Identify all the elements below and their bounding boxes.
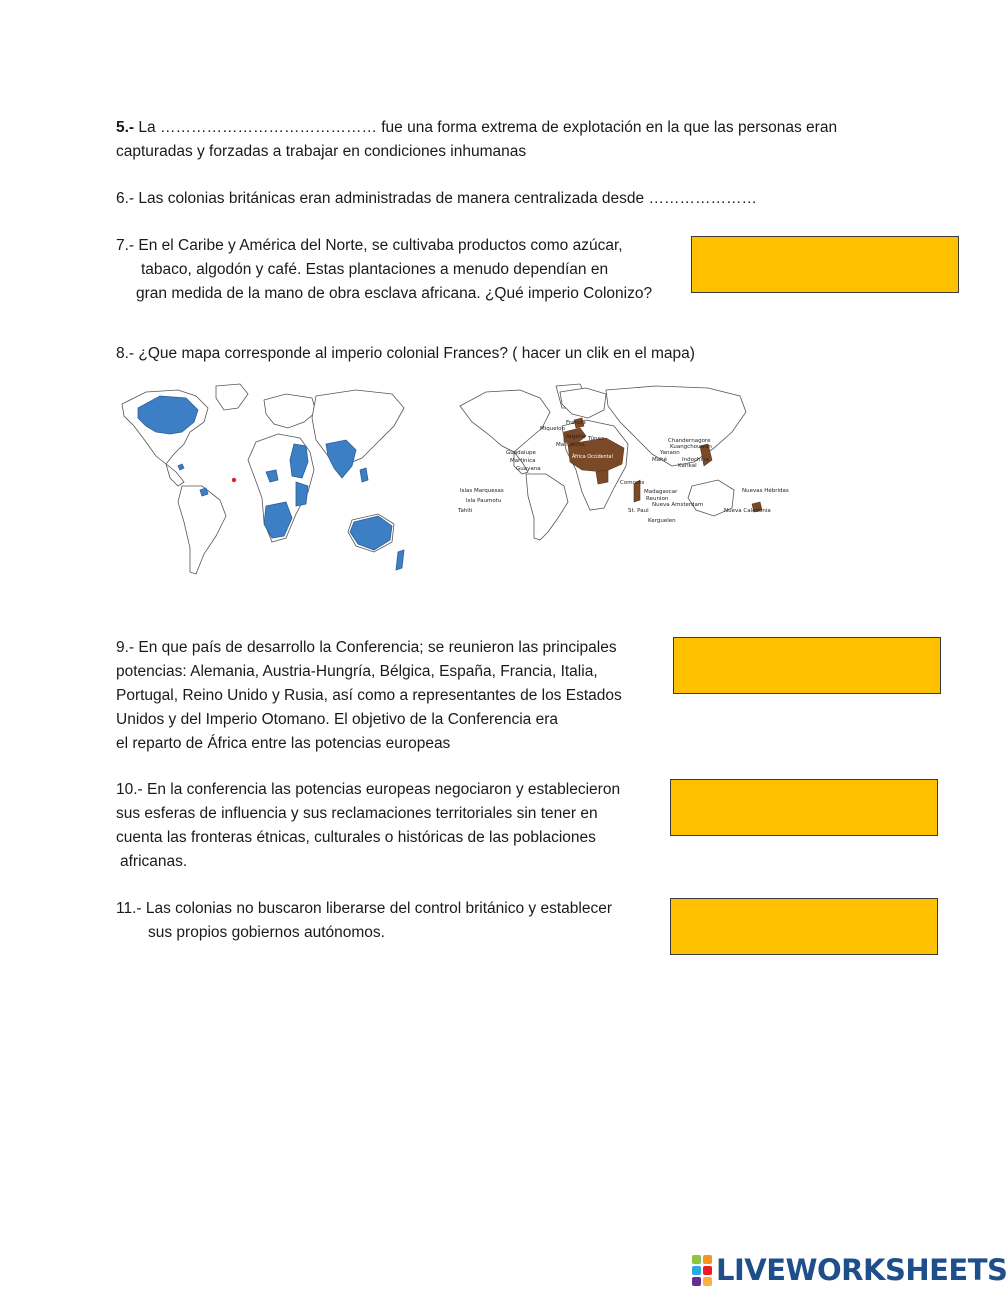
logo-text: LIVEWORKSHEETS <box>716 1253 1007 1287</box>
label-kerguelen: Kerguelen <box>648 518 676 524</box>
q11-line-2: sus propios gobiernos autónomos. <box>148 924 385 941</box>
label-argelia: Argelia <box>566 434 586 440</box>
label-st-paul: St. Paul <box>628 508 649 514</box>
label-guayana: Guayana <box>516 466 541 472</box>
q7-line-3: gran medida de la mano de obra esclava africana. ¿Qué imperio Colonizo? <box>136 285 653 302</box>
label-nuevas-hebridas: Nuevas Hébridas <box>742 488 789 494</box>
french-empire-map[interactable] <box>456 382 789 542</box>
label-marruecos: Marruecos <box>556 442 585 448</box>
logo-block-l <box>692 1255 701 1264</box>
q7-answer-input[interactable] <box>691 236 959 293</box>
logo-block-i <box>703 1255 712 1264</box>
label-indochina: Indochina <box>682 457 709 463</box>
label-reunion: Reunion <box>646 496 669 502</box>
label-miquelon: Miquelon <box>540 426 566 432</box>
label-kuangchouwan: Kuangchouwan <box>670 444 712 450</box>
label-isla-paumotu: Isla Paumotu <box>466 498 502 504</box>
liveworksheets-logo <box>692 1254 1007 1286</box>
label-nueva-amsterdam: Nueva Amsterdam <box>652 502 704 508</box>
q10-line-4: africanas. <box>120 853 188 870</box>
logo-block-v <box>692 1266 701 1275</box>
q9-line-4: Unidos y del Imperio Otomano. El objetivo de la Conferencia era <box>116 711 558 728</box>
q5-text: La …………………………………… fue una forma extrema de explotación en la que las personas eran <box>134 119 838 136</box>
label-comores: Comores <box>620 480 645 486</box>
label-guadalupe: Guadalupe <box>506 450 536 456</box>
british-empire-map[interactable] <box>116 382 406 582</box>
q10-line-2: sus esferas de influencia y sus reclamaciones territoriales sin tener en <box>116 805 598 822</box>
q11-line-1: 11.- Las colonias no buscaron liberarse del control británico y establecer <box>116 900 612 917</box>
q9-line-3: Portugal, Reino Unido y Rusia, así como a representantes de los Estados <box>116 687 622 704</box>
q5-line-1 <box>116 118 837 138</box>
q8-line-1: 8.- ¿Que mapa corresponde al imperio colonial Frances? ( hacer un clik en el mapa) <box>116 345 695 362</box>
q11-answer-input[interactable] <box>670 898 938 955</box>
q10-answer-input[interactable] <box>670 779 938 836</box>
label-chandernagore: Chandernagore <box>668 438 711 444</box>
label-yanaon: Yanaon <box>660 450 680 456</box>
logo-blocks-icon <box>692 1255 712 1286</box>
q9-line-1: 9.- En que país de desarrollo la Conferencia; se reunieron las principales <box>116 639 617 656</box>
q6-line-1: 6.- Las colonias británicas eran administradas de manera centralizada desde ………………… <box>116 190 757 207</box>
q9-line-5: el reparto de África entre las potencias europeas <box>116 735 451 752</box>
label-madagascar: Madagascar <box>644 489 678 495</box>
q7-line-2: tabaco, algodón y café. Estas plantaciones a menudo dependían en <box>141 261 609 278</box>
q7-line-1: 7.- En el Caribe y América del Norte, se cultivaba productos como azúcar, <box>116 237 623 254</box>
label-tunez: Túnez <box>588 436 604 442</box>
q5-line-2: capturadas y forzadas a trabajar en condiciones inhumanas <box>116 143 527 160</box>
q9-line-2: potencias: Alemania, Austria-Hungría, Bélgica, España, Francia, Italia, <box>116 663 598 680</box>
q10-line-3: cuenta las fronteras étnicas, culturales o históricas de las poblaciones <box>116 829 596 846</box>
q5-number: 5.- <box>116 119 135 136</box>
label-karikal: Karikal <box>678 463 697 469</box>
label-nueva-caledonia: Nueva Caledonia <box>724 508 771 514</box>
label-islas-marquesas: Islas Marquesas <box>460 488 504 494</box>
q9-answer-input[interactable] <box>673 637 941 694</box>
logo-block-extra1 <box>692 1277 701 1286</box>
logo-block-e <box>703 1266 712 1275</box>
q10-line-1: 10.- En la conferencia las potencias europeas negociaron y establecieron <box>116 781 621 798</box>
label-tahiti: Tahiti <box>458 508 473 514</box>
label-africa-occidental: África Occidental <box>572 455 613 460</box>
label-francia: Francia <box>566 420 586 426</box>
label-mahe: Mahé <box>652 457 667 463</box>
label-martinica: Martinica <box>510 458 536 464</box>
logo-block-extra2 <box>703 1277 712 1286</box>
